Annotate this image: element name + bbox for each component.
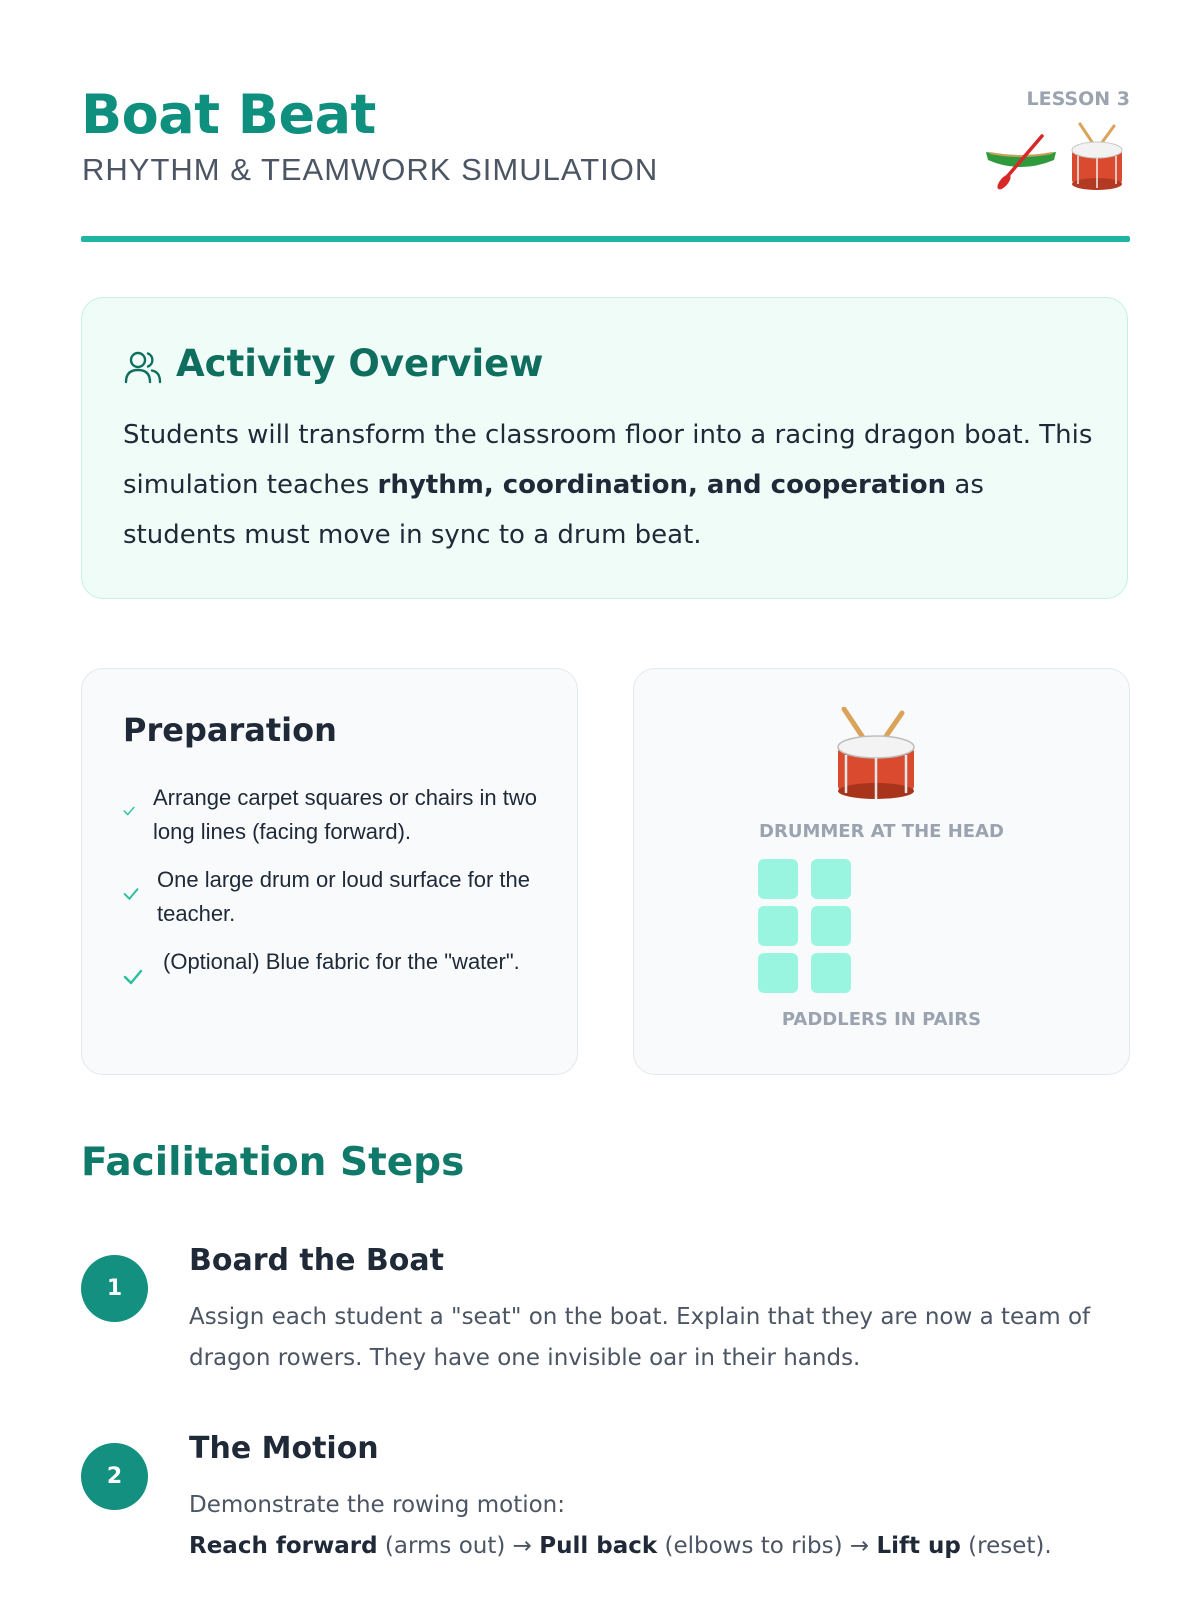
- step-number-badge: 2: [81, 1443, 148, 1510]
- step-intro: Demonstrate the rowing motion:: [189, 1492, 565, 1518]
- motion-reach: Reach forward: [189, 1533, 378, 1559]
- motion-reach-detail: (arms out) →: [377, 1533, 540, 1559]
- header-divider: [81, 236, 1130, 242]
- check-icon: [123, 967, 143, 987]
- lesson-header: [81, 82, 1130, 242]
- list-item: [123, 781, 543, 849]
- step-description: [189, 1485, 1129, 1567]
- seat-square: [758, 859, 798, 899]
- page-subtitle: RHYTHM & TEAMWORK SIMULATION: [82, 152, 659, 187]
- overview-title: Activity Overview: [176, 342, 544, 385]
- preparation-card: [81, 668, 578, 1075]
- lesson-number: LESSON 3: [1026, 88, 1130, 110]
- step-description: Assign each student a "seat" on the boat. Explain that they are now a team of dragon rowers. They have one invisible oar in their hands.: [189, 1304, 1091, 1371]
- users-icon: [123, 348, 163, 388]
- motion-pull-detail: (elbows to ribs) →: [657, 1533, 877, 1559]
- activity-overview-card: [81, 297, 1128, 599]
- seat-square: [811, 953, 851, 993]
- motion-lift: Lift up: [876, 1533, 961, 1559]
- motion-sequence: [189, 1526, 1129, 1567]
- preparation-item-text: Arrange carpet squares or chairs in two long lines (facing forward).: [153, 785, 537, 844]
- preparation-list: [123, 781, 543, 993]
- paddlers-label: PADDLERS IN PAIRS: [781, 1009, 982, 1030]
- list-item: [123, 863, 543, 931]
- step-number-badge: 1: [81, 1255, 148, 1322]
- seat-square: [758, 953, 798, 993]
- motion-pull: Pull back: [539, 1533, 658, 1559]
- overview-text-start: Students will transform the classroom floor into a racing dragon boat. This simulation teaches: [123, 420, 1093, 500]
- step-title: Board the Boat: [189, 1243, 444, 1278]
- seat-square: [811, 859, 851, 899]
- preparation-title: Preparation: [123, 711, 337, 749]
- overview-description: [123, 410, 1093, 560]
- preparation-item-text: One large drum or loud surface for the teacher.: [157, 867, 530, 926]
- motion-lift-detail: (reset).: [960, 1533, 1052, 1559]
- facilitation-title: Facilitation Steps: [81, 1140, 465, 1185]
- check-icon: [123, 886, 139, 902]
- seat-square: [758, 906, 798, 946]
- seat-square: [811, 906, 851, 946]
- preparation-item-text: (Optional) Blue fabric for the "water".: [163, 949, 520, 974]
- drummer-label: DRUMMER AT THE HEAD: [759, 821, 1004, 842]
- header-icons: [984, 122, 1124, 194]
- overview-text-end: as students must move in sync to a drum beat.: [123, 470, 984, 550]
- list-item: [123, 945, 543, 979]
- canoe-icon: [986, 136, 1056, 191]
- check-icon: [123, 805, 135, 817]
- drum-icon: [834, 707, 918, 803]
- page-title: Boat Beat: [81, 83, 376, 146]
- boat-diagram-card: [633, 668, 1130, 1075]
- drum-icon: [1072, 124, 1122, 190]
- step-title: The Motion: [189, 1431, 379, 1466]
- overview-text-emphasis: rhythm, coordination, and cooperation: [377, 470, 947, 500]
